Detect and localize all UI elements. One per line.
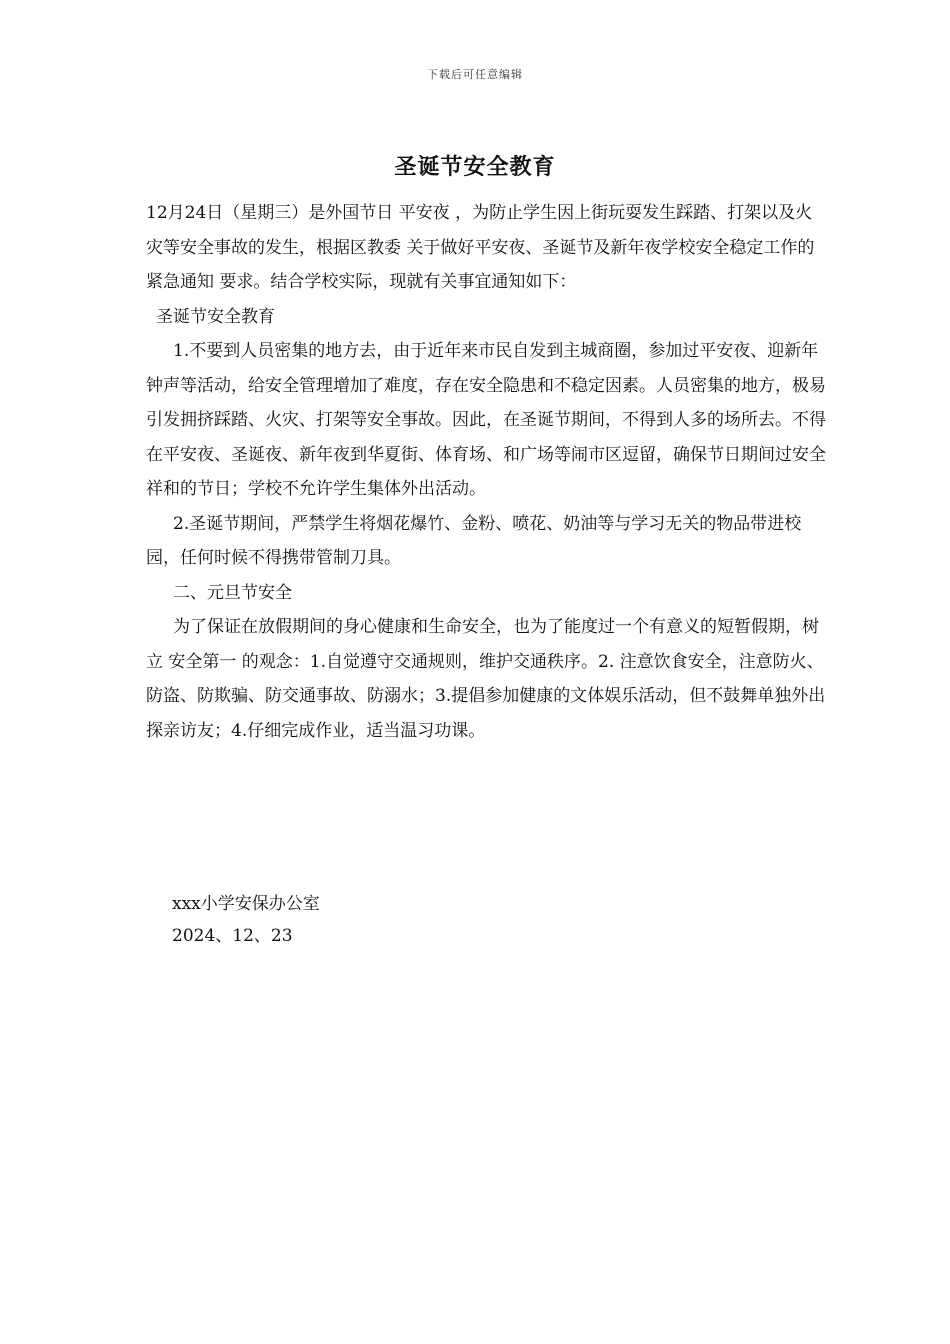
document-title: 圣诞节安全教育 [394, 154, 556, 180]
section1-heading: 圣诞节安全教育 [156, 306, 275, 327]
intro-paragraph: 12月24日（星期三）是外国节日 平安夜 ，为防止学生因上街玩耍发生踩踏、打架以及火灾等安全事故的发生，根据区教委 关于做好平安夜、圣诞节及新年夜学校安全稳定工作的紧急通知 要求。结合学校实际，现就有关事宜通知如下： [146, 203, 815, 292]
section2-heading: 二、元旦节安全 [173, 582, 292, 603]
section2-body: 为了保证在放假期间的身心健康和生命安全，也为了能度过一个有意义的短暂假期，树立 安全第一 的观念：1.自觉遵守交通规则，维护交通秩序。2. 注意饮食安全，注意防火、防盗、防欺骗、防交通事故、防溺水；3.提倡参加健康的文体娱乐活动，但不鼓舞单独外出探亲访友；4.仔细完成作业，适当温习功课。 [146, 617, 826, 741]
signature-org: xxx小学安保办公室 [172, 894, 320, 914]
section1-item-2: 2.圣诞节期间，严禁学生将烟花爆竹、金粉、喷花、奶油等与学习无关的物品带进校园，任何时候不得携带管制刀具。 [146, 513, 802, 568]
header-note: 下载后可任意编辑 [427, 68, 523, 81]
signature-date: 2024、12、23 [172, 926, 293, 946]
section1-item-1: 1.不要到人员密集的地方去，由于近年来市民自发到主城商圈，参加过平安夜、迎新年钟声等活动，给安全管理增加了难度，存在安全隐患和不稳定因素。人员密集的地方，极易引发拥挤踩踏、火灾、打架等安全事故。因此，在圣诞节期间，不得到人多的场所去。不得在平安夜、圣诞夜、新年夜到华夏街、体育场、和广场等闹市区逗留，确保节日期间过安全祥和的节日；学校不允许学生集体外出活动。 [146, 341, 826, 499]
document-body [146, 196, 826, 748]
signature-block [172, 888, 320, 952]
